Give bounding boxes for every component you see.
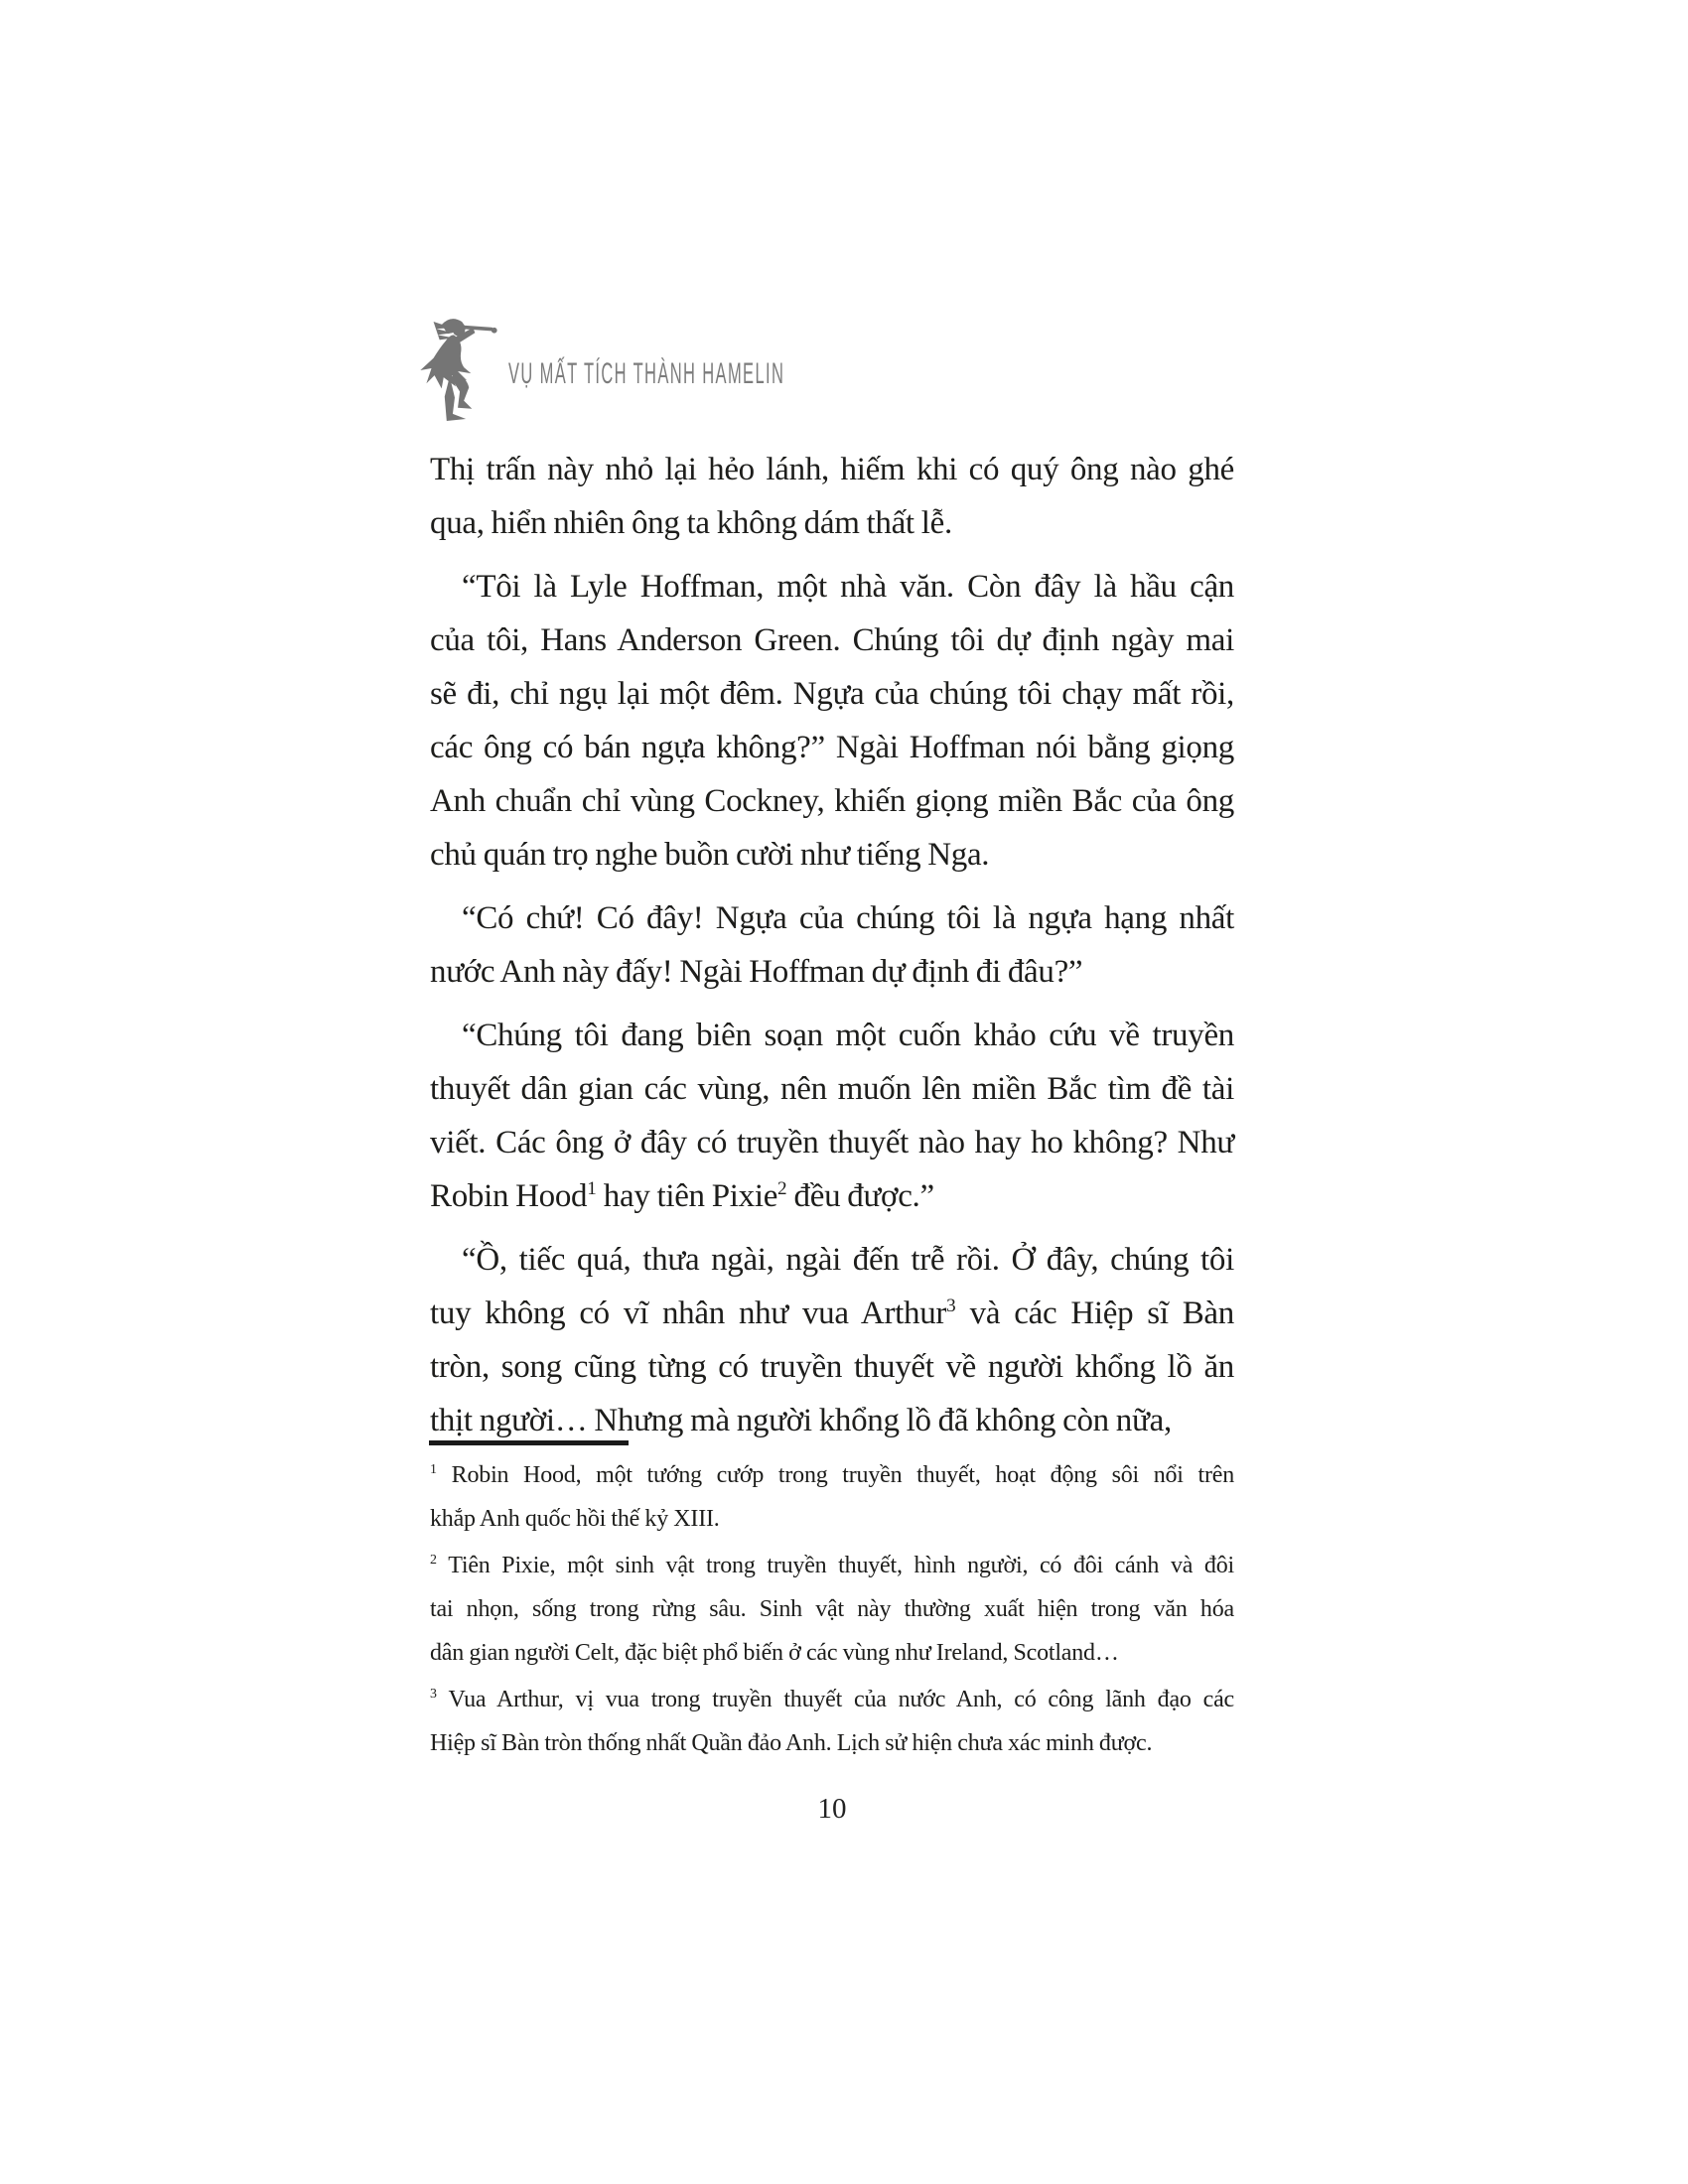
footnote-line: $^3$ Vua Arthur, vị vua trong truyền thuyết của nước Anh, có công lãnh đạo các <box>430 1687 1234 1712</box>
text-line: viết. Các ông ở đây có truyền thuyết nào hay ho không? Như <box>430 1125 1234 1160</box>
text-line: “Chúng tôi đang biên soạn một cuốn khảo cứu về truyền <box>462 1018 1234 1053</box>
text-line: Thị trấn này nhỏ lại hẻo lánh, hiếm khi có quý ông nào ghé <box>430 452 1234 487</box>
text-line: nước Anh này đấy! Ngài Hoffman dự định đi đâu?” <box>430 954 1083 990</box>
text-line: “Tôi là Lyle Hoffman, một nhà văn. Còn đây là hầu cận <box>462 569 1234 605</box>
footnote-line: $^2$ Tiên Pixie, một sinh vật trong truyền thuyết, hình người, có đôi cánh và đôi <box>430 1553 1234 1578</box>
footnote-line: tai nhọn, sống trong rừng sâu. Sinh vật này thường xuất hiện trong văn hóa <box>430 1596 1234 1622</box>
paragraph <box>430 1009 1234 1223</box>
text-line: của tôi, Hans Anderson Green. Chúng tôi dự định ngày mai <box>430 622 1234 658</box>
text-line: Robin Hood$^1$ hay tiên Pixie$^2$ đều được.” <box>430 1178 934 1214</box>
footnote-line: dân gian người Celt, đặc biệt phổ biến ở các vùng như Ireland, Scotland… <box>430 1640 1119 1666</box>
footnote-rule <box>429 1440 629 1445</box>
footnote <box>430 1544 1234 1675</box>
paragraph <box>430 443 1234 550</box>
paragraph <box>430 891 1234 999</box>
text-line: “Ồ, tiếc quá, thưa ngài, ngài đến trễ rồi. Ở đây, chúng tôi <box>462 1242 1234 1278</box>
footnote <box>430 1453 1234 1541</box>
text-line: tròn, song cũng từng có truyền thuyết về người khổng lồ ăn <box>430 1349 1234 1385</box>
footnote-line: $^1$ Robin Hood, một tướng cướp trong truyền thuyết, hoạt động sôi nổi trên <box>430 1462 1234 1488</box>
paragraph <box>430 1233 1234 1447</box>
text-line: “Có chứ! Có đây! Ngựa của chúng tôi là ngựa hạng nhất <box>462 900 1234 936</box>
body-text <box>430 443 1234 1447</box>
text-line: thuyết dân gian các vùng, nên muốn lên miền Bắc tìm đề tài <box>430 1071 1234 1107</box>
text-line: Anh chuẩn chỉ vùng Cockney, khiến giọng miền Bắc của ông <box>430 783 1234 819</box>
text-line: thịt người… Nhưng mà người khổng lồ đã không còn nữa, <box>430 1403 1172 1438</box>
running-header-title: VỤ MẤT TÍCH THÀNH HAMELIN <box>508 357 785 390</box>
text-line: các ông có bán ngựa không?” Ngài Hoffman nói bằng giọng <box>430 730 1234 765</box>
text-line: sẽ đi, chỉ ngụ lại một đêm. Ngựa của chúng tôi chạy mất rồi, <box>430 676 1234 712</box>
text-line: qua, hiển nhiên ông ta không dám thất lễ. <box>430 505 952 541</box>
footnotes <box>430 1453 1234 1765</box>
paragraph <box>430 560 1234 882</box>
page-number: 10 <box>817 1793 847 1825</box>
text-line: chủ quán trọ nghe buồn cười như tiếng Nga. <box>430 837 990 873</box>
pied-piper-icon <box>405 312 506 427</box>
text-line: tuy không có vĩ nhân như vua Arthur$^3$ và các Hiệp sĩ Bàn <box>430 1296 1234 1331</box>
footnote <box>430 1678 1234 1765</box>
footnote-line: khắp Anh quốc hồi thế kỷ XIII. <box>430 1506 720 1532</box>
footnote-line: Hiệp sĩ Bàn tròn thống nhất Quần đảo Anh. Lịch sử hiện chưa xác minh được. <box>430 1730 1153 1756</box>
